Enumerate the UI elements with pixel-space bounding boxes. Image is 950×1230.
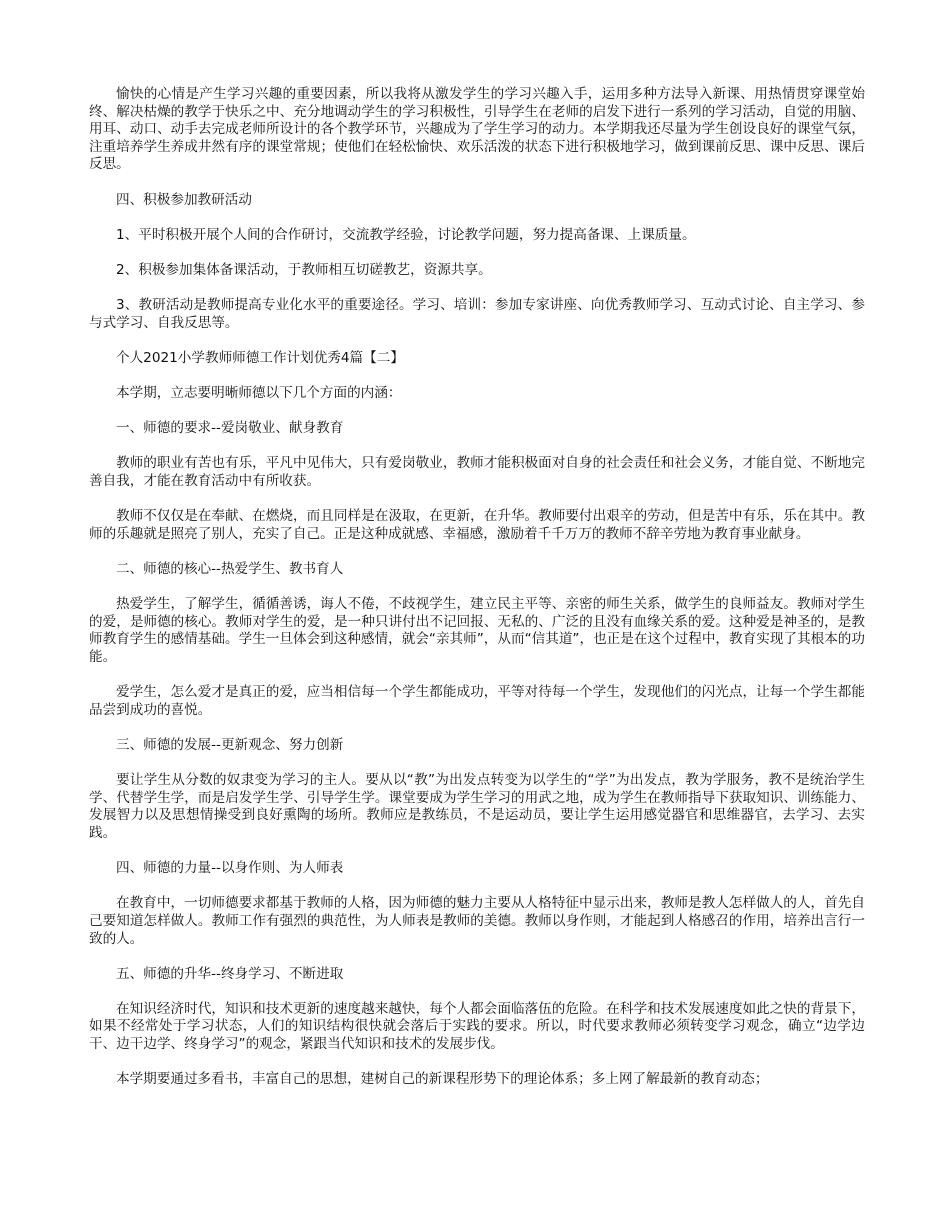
section-heading-ethics-power: 四、师德的力量--以身作则、为人师表 xyxy=(116,860,344,877)
section-heading-ethics-development: 三、师德的发展--更新观念、努力创新 xyxy=(116,736,344,753)
article-title-part-two: 个人2021小学教师师德工作计划优秀4篇【二】 xyxy=(116,349,404,366)
list-item-research-3: 3、教研活动是教师提高专业化水平的重要途径。学习、培训：参加专家讲座、向优秀教师学习、互动式讨论、自主学习、参与式学习、自我反思等。 xyxy=(89,297,865,331)
paragraph-semester-plan: 本学期要通过多看书，丰富自己的思想，建树自己的新课程形势下的理论体系；多上网了解最新的教育动态； xyxy=(116,1071,769,1088)
list-item-research-2: 2、积极参加集体备课活动，于教师相互切磋教艺，资源共享。 xyxy=(116,261,492,278)
section-heading-ethics-core: 二、师德的核心--热爱学生、教书育人 xyxy=(116,561,344,578)
section-heading-ethics-requirement: 一、师德的要求--爱岗敬业、献身教育 xyxy=(116,420,344,437)
section-heading-teaching-research: 四、积极参加教研活动 xyxy=(116,191,252,208)
paragraph-personality: 在教育中，一切师德要求都基于教师的人格，因为师德的魅力主要从人格特征中显示出来，教师是教人怎样做人的人，首先自己要知道怎样做人。教师工作有强烈的典范性，为人师表是教师的美德。教师以身作则，才能起到人格感召的作用，培养出言行一致的人。 xyxy=(89,895,865,947)
paragraph-true-love: 爱学生，怎么爱才是真正的爱，应当相信每一个学生都能成功，平等对待每一个学生，发现他们的闪光点，让每一个学生都能品尝到成功的喜悦。 xyxy=(89,684,865,718)
paragraph-interest-motivation: 愉快的心情是产生学习兴趣的重要因素，所以我将从激发学生的学习兴趣入手，运用多种方法导入新课、用热情贯穿课堂始终、解决枯燥的教学于快乐之中、充分地调动学生的学习积极性，引导学生在老师的启发下进行一系列的学习活动，自觉的用脑、用耳、动口、动手去完成老师所设计的各个教学环节，兴趣成为了学生学习的动力。本学期我还尽量为学生创设良好的课堂气氛，注重培养学生养成井然有序的课堂常规；使他们在轻松愉快、欢乐活泼的状态下进行积极地学习，做到课前反思、课中反思、课后反思。 xyxy=(89,86,865,173)
section-heading-ethics-sublimation: 五、师德的升华--终身学习、不断进取 xyxy=(116,965,344,982)
paragraph-lifelong-learning: 在知识经济时代，知识和技术更新的速度越来越快，每个人都会面临落伍的危险。在科学和技术发展速度如此之快的背景下，如果不经常处于学习状态，人们的知识结构很快就会落后于实践的要求。所以，时代要求教师必须转变学习观念，确立“边学边干、边干边学、终身学习”的观念，紧跟当代知识和技术的发展步伐。 xyxy=(89,1000,865,1053)
paragraph-love-students: 热爱学生，了解学生，循循善诱，诲人不倦，不歧视学生，建立民主平等、亲密的师生关系，做学生的良师益友。教师对学生的爱，是师德的核心。教师对学生的爱，是一种只讲付出不记回报、无私的、广泛的且没有血缘关系的爱。这种爱是神圣的，是教师教育学生的感情基础。学生一旦体会到这种感情，就会“亲其师”，从而“信其道”，也正是在这个过程中，教育实现了其根本的功能。 xyxy=(89,596,865,665)
paragraph-student-master: 要让学生从分数的奴隶变为学习的主人。要从以“教”为出发点转变为以学生的“学”为出发点，教为学服务，教不是统治学生学、代替学生学，而是启发学生学、引导学生学。课堂要成为学生学习的用武之地，成为学生在教师指导下获取知识、训练能力、发展智力以及思想情操受到良好熏陶的场所。教师应是教练员，不是运动员，要让学生运用感觉器官和思维器官，去学习、去实践。 xyxy=(89,772,865,841)
paragraph-intro: 本学期，立志要明晰师德以下几个方面的内涵： xyxy=(116,385,402,402)
paragraph-dedication: 教师不仅仅是在奉献、在燃烧，而且同样是在汲取，在更新，在升华。教师要付出艰辛的劳动，但是苦中有乐，乐在其中。教师的乐趣就是照亮了别人，充实了自己。正是这种成就感、幸福感，激励着千千万万的教师不辞辛劳地为教育事业献身。 xyxy=(89,508,865,542)
document-page xyxy=(89,86,865,1106)
paragraph-career: 教师的职业有苦也有乐，平凡中见伟大，只有爱岗敬业，教师才能积极面对自身的社会责任和社会义务，才能自觉、不断地完善自我，才能在教育活动中有所收获。 xyxy=(89,455,865,490)
list-item-research-1: 1、平时积极开展个人间的合作研讨，交流教学经验，讨论教学问题，努力提高备课、上课质量。 xyxy=(116,226,696,243)
